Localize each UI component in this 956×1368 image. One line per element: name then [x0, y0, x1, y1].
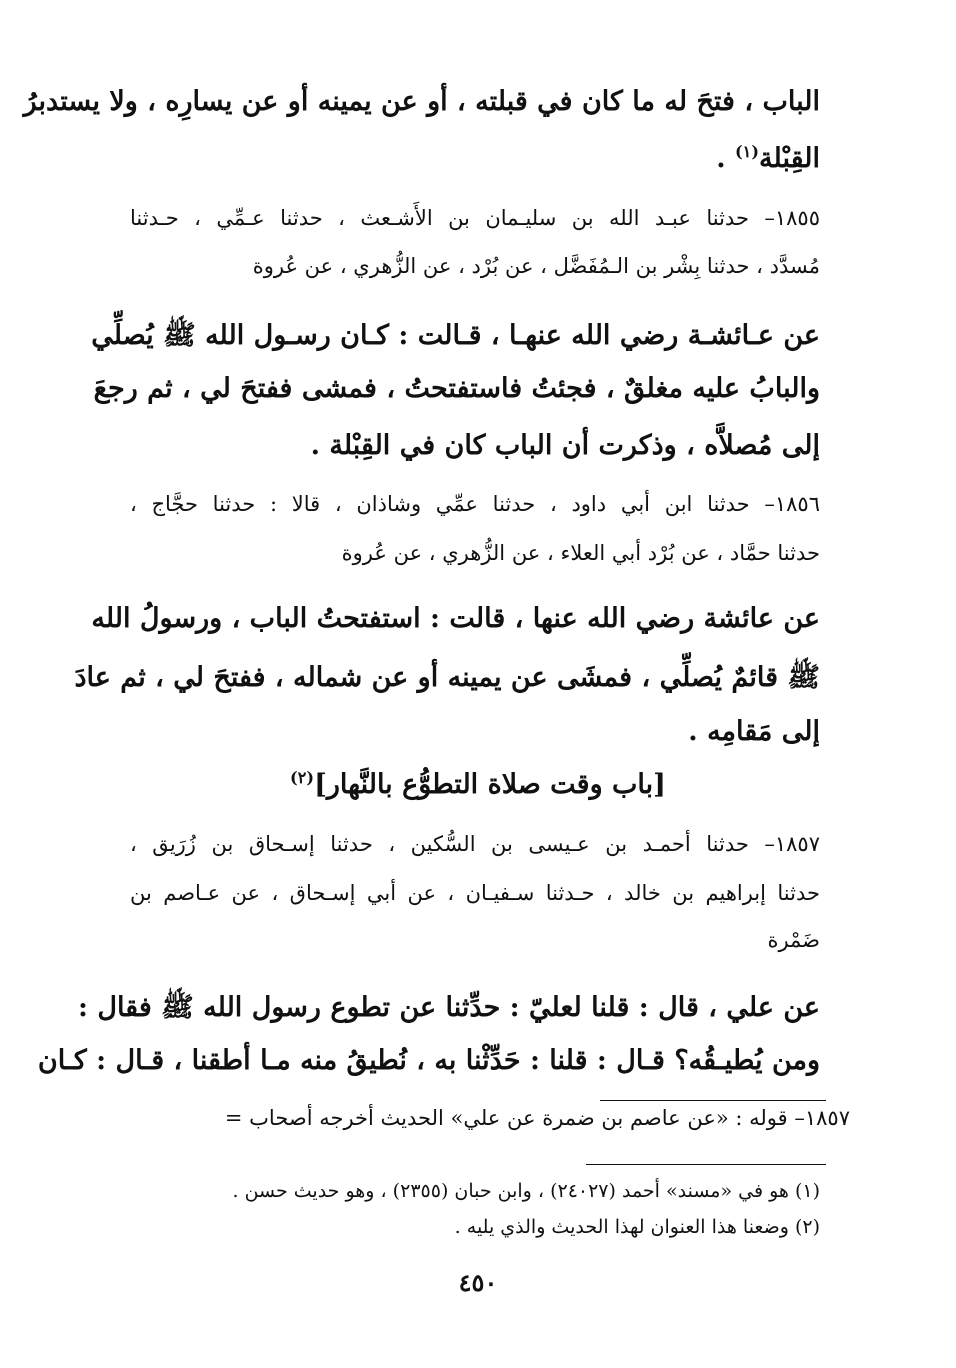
footnote-marker: (٢) [290, 768, 315, 787]
matn-line: عن عـائشـة رضي الله عنهـا ، قـالت : كـان رسـول الله ﷺ يُصلِّي [91, 320, 820, 351]
isnad-line: ضَمْرة [767, 928, 820, 952]
matn-line: إلى مُصلاَّه ، وذكرت أن الباب كان في القِبْلة . [310, 430, 820, 461]
text-line: الباب ، فتحَ له ما كان في قبلته ، أو عن يمينه أو عن يسارِه ، ولا يستدبرُ [23, 86, 820, 117]
matn-line: والبابُ عليه مغلقٌ ، فجئتُ فاستفتحتُ ، فمشى ففتحَ لي ، ثم رجعَ [93, 373, 820, 404]
commentary-line: ١٨٥٧– قوله : «عن عاصم بن ضمرة عن علي» الحديث أخرجه أصحاب = [224, 1106, 850, 1130]
matn-line: عن عائشة رضي الله عنها ، قالت : استفتحتُ الباب ، ورسولُ الله [91, 603, 820, 634]
isnad-line: ١٨٥٥– حدثنا عبـد الله بن سليـمان بن الأَشـعث ، حدثنا عـمِّي ، حـدثنا [130, 206, 820, 230]
isnad-line: حدثنا إبراهيم بن خالد ، حـدثنا سـفيـان ، عن أبي إسـحاق ، عن عـاصم بن [130, 881, 820, 905]
matn-line: ومن يُطيـقُه؟ قـال : قلنا : حَدِّثْنا به ، نُطيقُ منه مـا أطقنا ، قـال : كـان [37, 1045, 820, 1076]
matn-line: إلى مَقامِه . [688, 716, 820, 747]
chapter-heading [0, 768, 956, 800]
footnote: (١) هو في «مسند» أحمد (٢٤٠٢٧) ، وابن حبان (٢٣٥٥) ، وهو حديث حسن . [232, 1180, 820, 1202]
matn-line: عن علي ، قال : قلنا لعليّ : حدِّثنا عن تطوع رسول الله ﷺ فقال : [77, 992, 820, 1023]
commentary-rule [600, 1100, 826, 1101]
isnad-line: حدثنا حمَّاد ، عن بُرْد أبي العلاء ، عن الزُّهري ، عن عُروة [341, 541, 820, 565]
isnad-line: ١٨٥٧– حدثنا أحمـد بن عـيسى بن السُّكين ، حدثنا إسـحاق بن زُرَيق ، [130, 832, 820, 856]
text-line [130, 142, 820, 174]
text-segment: . [716, 143, 735, 174]
chapter-heading-text: [باب وقت صلاة التطوُّع بالنَّهار] [314, 769, 666, 800]
footnote: (٢) وضعنا هذا العنوان لهذا الحديث والذي يليه . [454, 1216, 820, 1238]
isnad-line: مُسدَّد ، حدثنا بِشْر بن الـمُفَضَّل ، عن بُرْد ، عن الزُّهري ، عن عُروة [252, 254, 820, 278]
isnad-line: ١٨٥٦– حدثنا ابن أبي داود ، حدثنا عمِّي وشاذان ، قالا : حدثنا حجَّاج ، [130, 492, 820, 516]
page-number: ٤٥٠ [458, 1268, 498, 1297]
text-segment: القِبْلة [759, 143, 820, 174]
footnote-separator [586, 1164, 826, 1165]
matn-line: ﷺ قائمٌ يُصلِّي ، فمشَى عن يمينه أو عن شماله ، ففتحَ لي ، ثم عادَ [74, 662, 820, 693]
footnote-marker: (١) [735, 142, 760, 161]
